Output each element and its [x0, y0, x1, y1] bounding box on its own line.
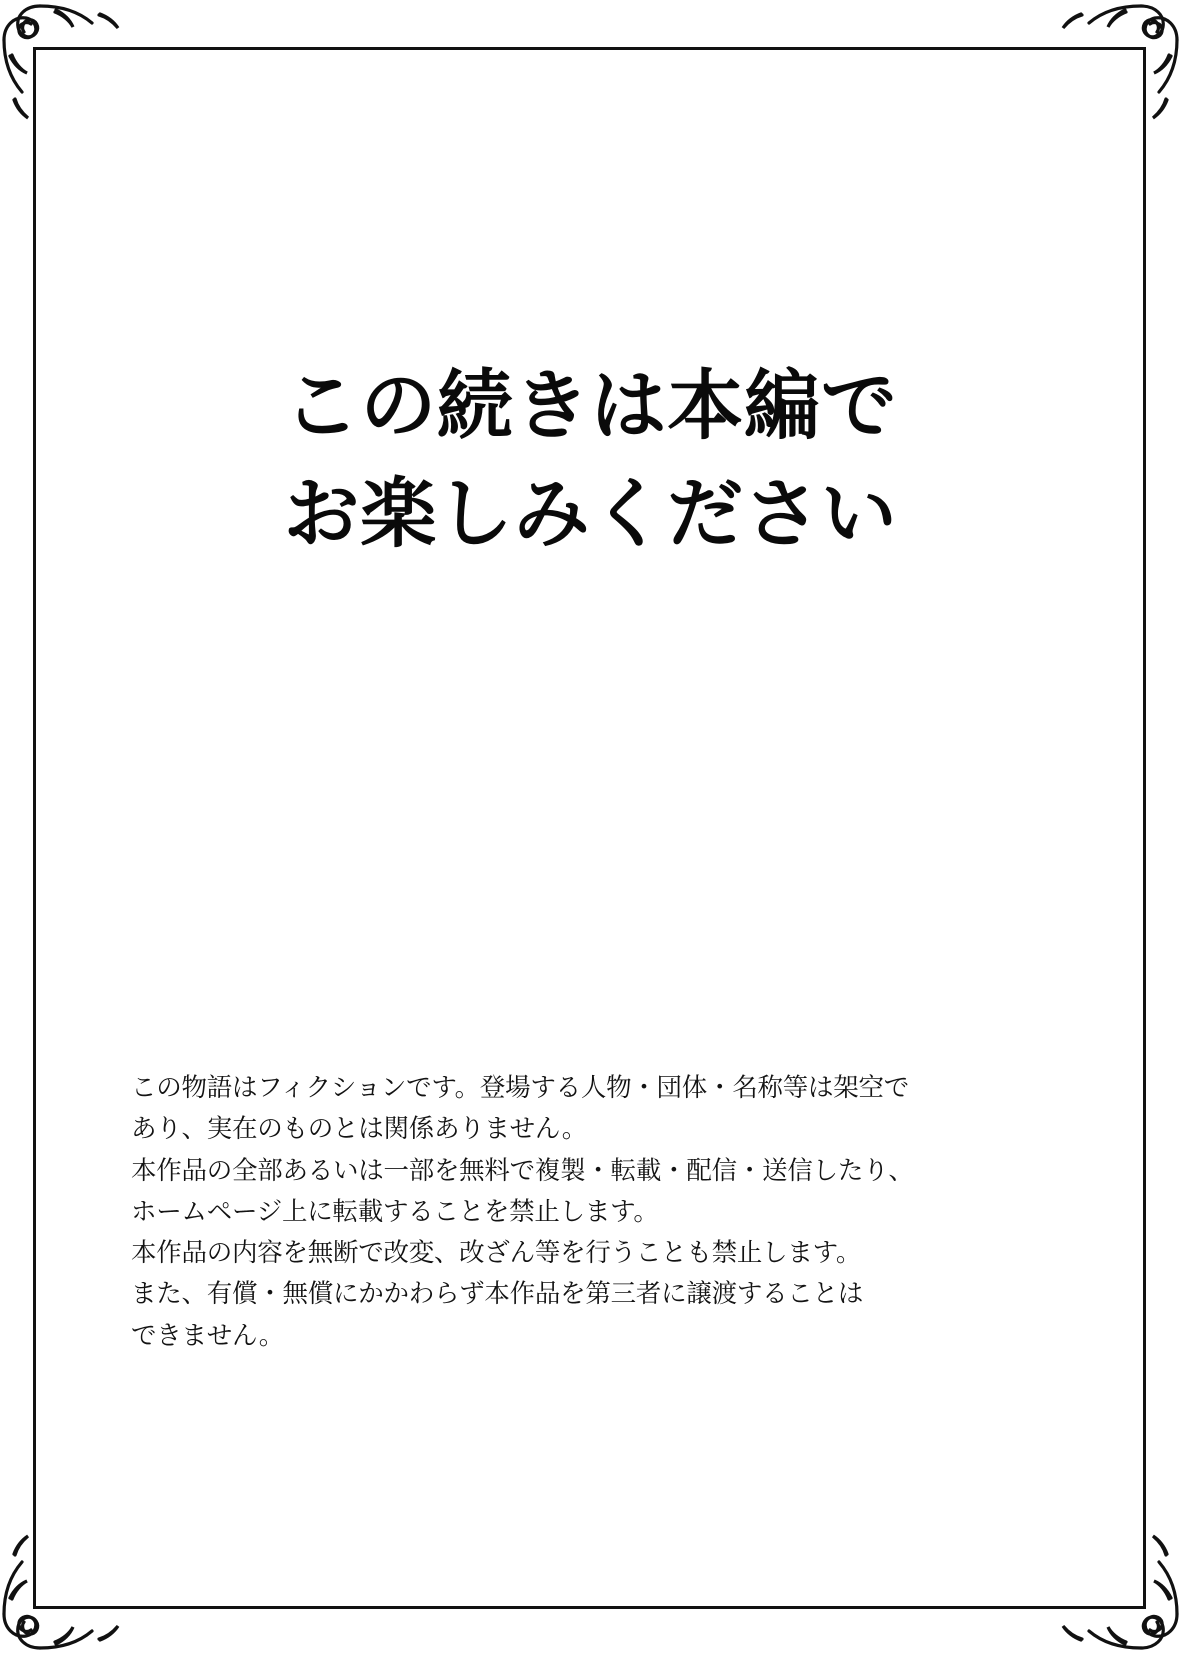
notice-line: できません。 — [131, 1320, 285, 1351]
notice-line: ホームページ上に転載することを禁止します。 — [131, 1196, 659, 1227]
notice-line: この物語はフィクションです。登場する人物・団体・名称等は架空で — [131, 1073, 910, 1103]
headline — [0, 352, 1181, 568]
notice-line: 本作品の全部あるいは一部を無料で複製・転載・配信・送信したり、 — [131, 1155, 914, 1186]
headline-line-2: お楽しみください — [283, 468, 898, 558]
notice-line: あり、実在のものとは関係ありません。 — [131, 1114, 587, 1145]
legal-notice — [131, 1068, 1011, 1357]
headline-line-1: この続きは本編で — [283, 361, 898, 450]
page-border-frame — [33, 47, 1146, 1609]
notice-line: また、有償・無償にかかわらず本作品を第三者に譲渡することは — [131, 1279, 864, 1310]
notice-line: 本作品の内容を無断で改変、改ざん等を行うことも禁止します。 — [131, 1238, 862, 1269]
